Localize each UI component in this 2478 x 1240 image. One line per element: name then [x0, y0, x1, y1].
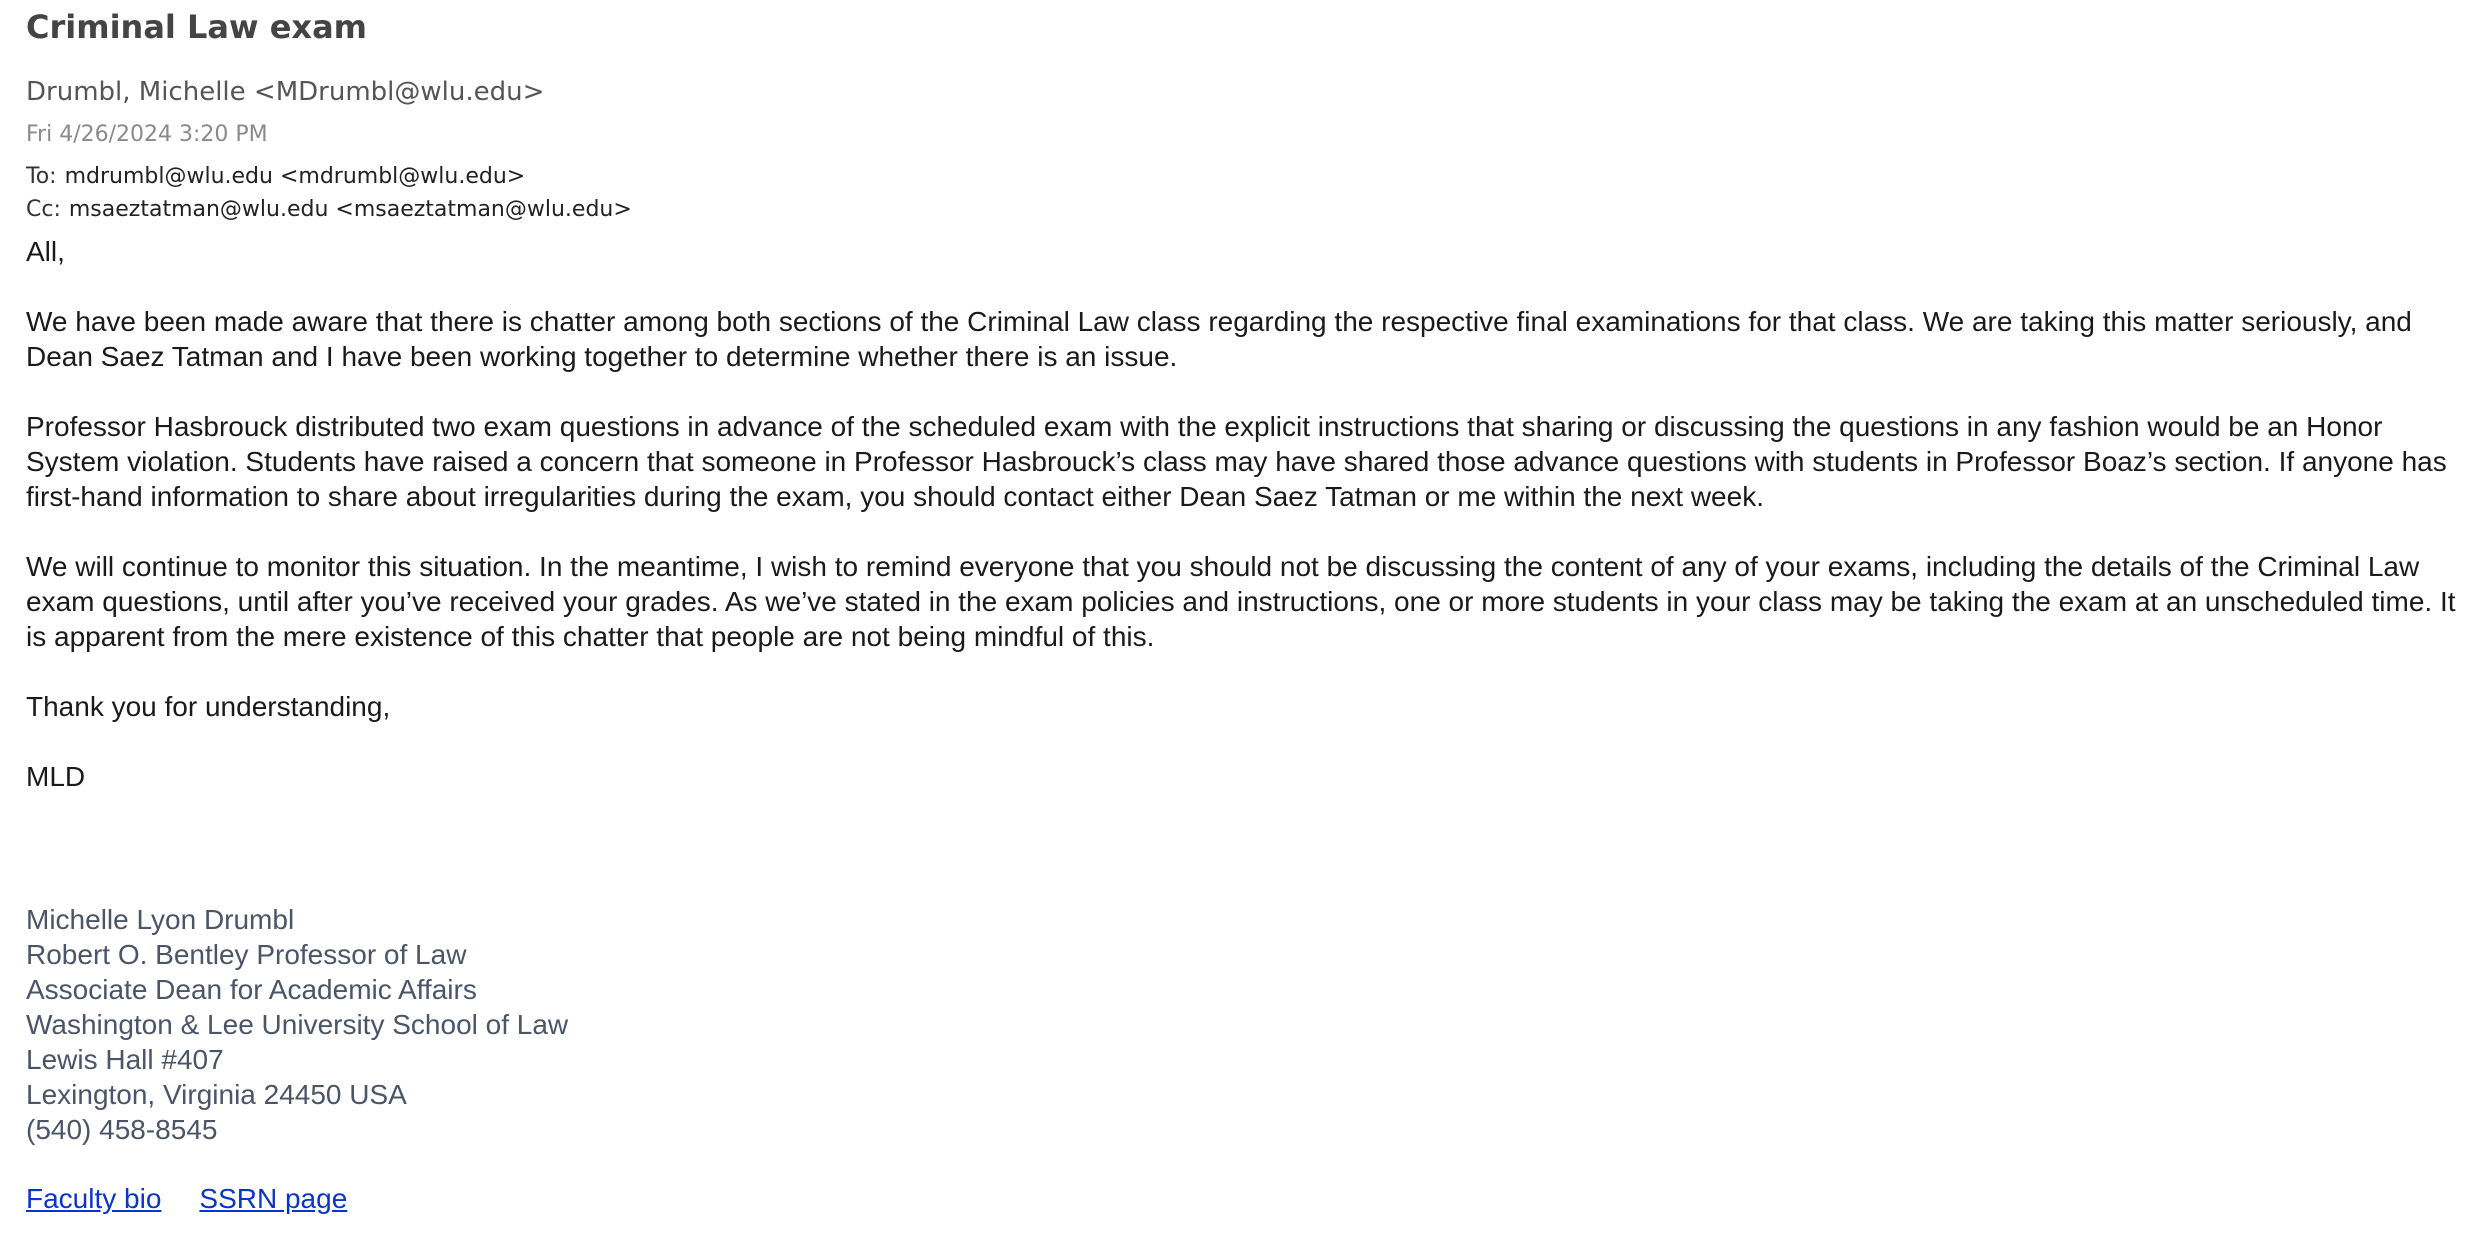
faculty-bio-link[interactable]: Faculty bio — [26, 1183, 162, 1214]
signature-name: Michelle Lyon Drumbl — [26, 904, 295, 935]
signature-address: Lexington, Virginia 24450 USA — [26, 1079, 407, 1110]
signature-links — [26, 1181, 347, 1216]
ssrn-page-link[interactable]: SSRN page — [199, 1183, 348, 1214]
initials: MLD — [26, 761, 86, 792]
body-paragraph: We have been made aware that there is chatter among both sections of the Criminal Law class regarding the respective final examinations for that class. We are taking this matter seriously, and Dean Saez Tatman and I have been working together to determine whether there is an issue. — [26, 306, 2412, 372]
sent-date: Fri 4/26/2024 3:20 PM — [26, 122, 268, 147]
email-body — [26, 234, 2458, 829]
closing: Thank you for understanding, — [26, 691, 391, 722]
body-paragraph: We will continue to monitor this situation. In the meantime, I wish to remind everyone that you should not be discussing the content of any of your exams, including the details of the Criminal Law exam questions, until after you’ve received your grades. As we’ve stated in the exam policies and instructions, one or more students in your class may be taking the exam at an unscheduled time. It is apparent from the mere existence of this chatter that people are not being mindful of this. — [26, 551, 2456, 652]
body-paragraph: Professor Hasbrouck distributed two exam questions in advance of the scheduled exam with the explicit instructions that sharing or discussing the questions in any fashion would be an Honor System violation. Students have raised a concern that someone in Professor Hasbrouck’s class may have shared those advance questions with students in Professor Boaz’s section. If anyone has first-hand information to share about irregularities during the exam, you should contact either Dean Saez Tatman or me within the next week. — [26, 411, 2447, 512]
signature-office: Lewis Hall #407 — [26, 1044, 224, 1075]
signature-institution: Washington & Lee University School of Law — [26, 1009, 569, 1040]
signature-role: Associate Dean for Academic Affairs — [26, 974, 477, 1005]
to-recipients-row — [26, 164, 525, 189]
email-subject: Criminal Law exam — [26, 8, 367, 46]
cc-label: Cc: — [26, 197, 61, 222]
email-signature — [26, 902, 568, 1147]
greeting: All, — [26, 236, 65, 267]
signature-phone: (540) 458-8545 — [26, 1114, 218, 1145]
cc-recipients-row — [26, 197, 632, 222]
to-label: To: — [26, 164, 57, 189]
to-recipient[interactable]: mdrumbl@wlu.edu <mdrumbl@wlu.edu> — [64, 164, 526, 189]
signature-title: Robert O. Bentley Professor of Law — [26, 939, 467, 970]
cc-recipient[interactable]: msaeztatman@wlu.edu <msaeztatman@wlu.edu> — [68, 197, 632, 222]
sender-name[interactable]: Drumbl, Michelle <MDrumbl@wlu.edu> — [26, 77, 545, 107]
